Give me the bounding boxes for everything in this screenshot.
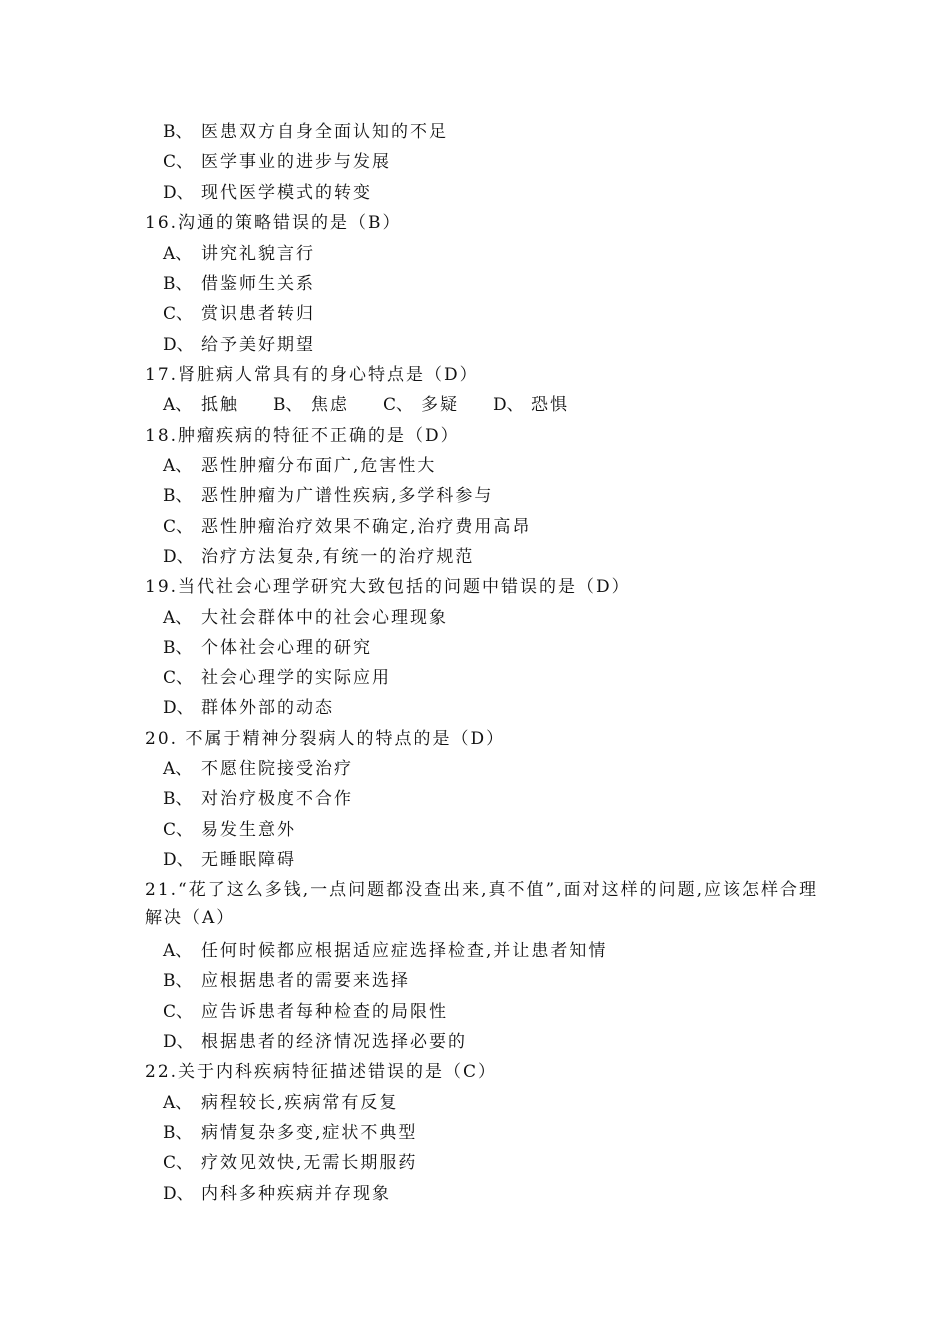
option-line (163, 394, 239, 416)
option-line (163, 607, 950, 629)
option-letter: A、 (163, 244, 193, 264)
option-text: 恐惧 (531, 395, 569, 415)
option-letter: C、 (163, 820, 194, 840)
option-line (383, 394, 459, 416)
option-text: 易发生意外 (201, 820, 296, 840)
option-line (163, 485, 950, 507)
option-line (163, 1001, 950, 1023)
option-line (163, 516, 950, 538)
option-letter: B、 (163, 486, 193, 506)
option-text: 恶性肿瘤分布面广,危害性大 (201, 456, 437, 476)
option-text: 群体外部的动态 (201, 698, 334, 718)
option-letter: C、 (163, 517, 194, 537)
option-line (163, 303, 950, 325)
option-line (163, 697, 950, 719)
option-line (163, 788, 950, 810)
option-text: 恶性肿瘤为广谱性疾病,多学科参与 (201, 486, 494, 506)
option-text: 治疗方法复杂,有统一的治疗规范 (201, 547, 475, 567)
option-letter: C、 (163, 1002, 194, 1022)
option-text: 内科多种疾病并存现象 (201, 1184, 391, 1204)
question-text: 解决（A） (145, 908, 236, 928)
option-text: 社会心理学的实际应用 (201, 668, 391, 688)
option-letter: D、 (163, 183, 194, 203)
option-text: 医学事业的进步与发展 (201, 152, 391, 172)
option-text: 讲究礼貌言行 (201, 244, 315, 264)
option-text: 恶性肿瘤治疗效果不确定,治疗费用高昂 (201, 517, 532, 537)
option-line (163, 758, 950, 780)
option-letter: B、 (163, 122, 193, 142)
option-line (163, 334, 950, 356)
option-line (163, 182, 950, 204)
option-line (163, 273, 950, 295)
option-text: 赏识患者转归 (201, 304, 315, 324)
option-line (493, 394, 569, 416)
option-letter: C、 (163, 304, 194, 324)
option-letter: A、 (163, 1093, 193, 1113)
option-letter: D、 (163, 1184, 194, 1204)
option-letter: A、 (163, 941, 193, 961)
option-line (163, 940, 950, 962)
option-letter: D、 (163, 850, 194, 870)
option-letter: A、 (163, 608, 193, 628)
option-letter: B、 (163, 638, 193, 658)
option-letter: A、 (163, 456, 193, 476)
option-line (163, 667, 950, 689)
option-line (163, 121, 950, 143)
option-line (163, 637, 950, 659)
option-line (273, 394, 349, 416)
option-letter: D、 (163, 698, 194, 718)
option-text: 焦虑 (311, 395, 349, 415)
option-text: 个体社会心理的研究 (201, 638, 372, 658)
option-letter: B、 (163, 274, 193, 294)
option-letter: B、 (273, 395, 303, 415)
question-text: 21.“花了这么多钱,一点问题都没查出来,真不值”,面对这样的问题,应该怎样合理 (145, 880, 819, 900)
option-line (163, 243, 950, 265)
option-text: 不愿住院接受治疗 (201, 759, 353, 779)
option-text: 借鉴师生关系 (201, 274, 315, 294)
option-letter: C、 (383, 395, 414, 415)
option-letter: B、 (163, 789, 193, 809)
option-letter: C、 (163, 1153, 194, 1173)
option-line (163, 970, 950, 992)
option-line (163, 151, 950, 173)
option-letter: B、 (163, 1123, 193, 1143)
option-text: 抵触 (201, 395, 239, 415)
option-letter: D、 (163, 335, 194, 355)
option-text: 对治疗极度不合作 (201, 789, 353, 809)
question-text: 18.肿瘤疾病的特征不正确的是（D） (145, 426, 460, 446)
option-line (163, 455, 950, 477)
question-text: 19.当代社会心理学研究大致包括的问题中错误的是（D） (145, 577, 631, 597)
option-text: 病程较长,疾病常有反复 (201, 1093, 399, 1113)
option-letter: A、 (163, 759, 193, 779)
option-text: 无睡眠障碍 (201, 850, 296, 870)
option-line (163, 1122, 950, 1144)
option-line (163, 819, 950, 841)
inline-options (163, 394, 950, 416)
option-text: 应告诉患者每种检查的局限性 (201, 1002, 448, 1022)
option-line (163, 1031, 950, 1053)
question-text: 22.关于内科疾病特征描述错误的是（C） (145, 1062, 498, 1082)
option-letter: C、 (163, 152, 194, 172)
option-text: 多疑 (421, 395, 459, 415)
option-text: 医患双方自身全面认知的不足 (201, 122, 448, 142)
option-line (163, 1152, 950, 1174)
option-line (163, 1092, 950, 1114)
question-text: 16.沟通的策略错误的是（B） (145, 213, 402, 233)
option-text: 给予美好期望 (201, 335, 315, 355)
option-text: 应根据患者的需要来选择 (201, 971, 410, 991)
option-letter: D、 (163, 1032, 194, 1052)
option-letter: C、 (163, 668, 194, 688)
option-line (163, 1183, 950, 1205)
option-text: 根据患者的经济情况选择必要的 (201, 1032, 467, 1052)
option-text: 大社会群体中的社会心理现象 (201, 608, 448, 628)
option-letter: D、 (493, 395, 524, 415)
option-text: 病情复杂多变,症状不典型 (201, 1123, 418, 1143)
option-text: 疗效见效快,无需长期服药 (201, 1153, 418, 1173)
option-letter: D、 (163, 547, 194, 567)
option-text: 任何时候都应根据适应症选择检查,并让患者知情 (201, 941, 608, 961)
option-line (163, 849, 950, 871)
question-text: 20. 不属于精神分裂病人的特点的是（D） (145, 729, 506, 749)
question-text: 17.肾脏病人常具有的身心特点是（D） (145, 365, 479, 385)
option-letter: B、 (163, 971, 193, 991)
option-text: 现代医学模式的转变 (201, 183, 372, 203)
option-letter: A、 (163, 395, 193, 415)
option-line (163, 546, 950, 568)
